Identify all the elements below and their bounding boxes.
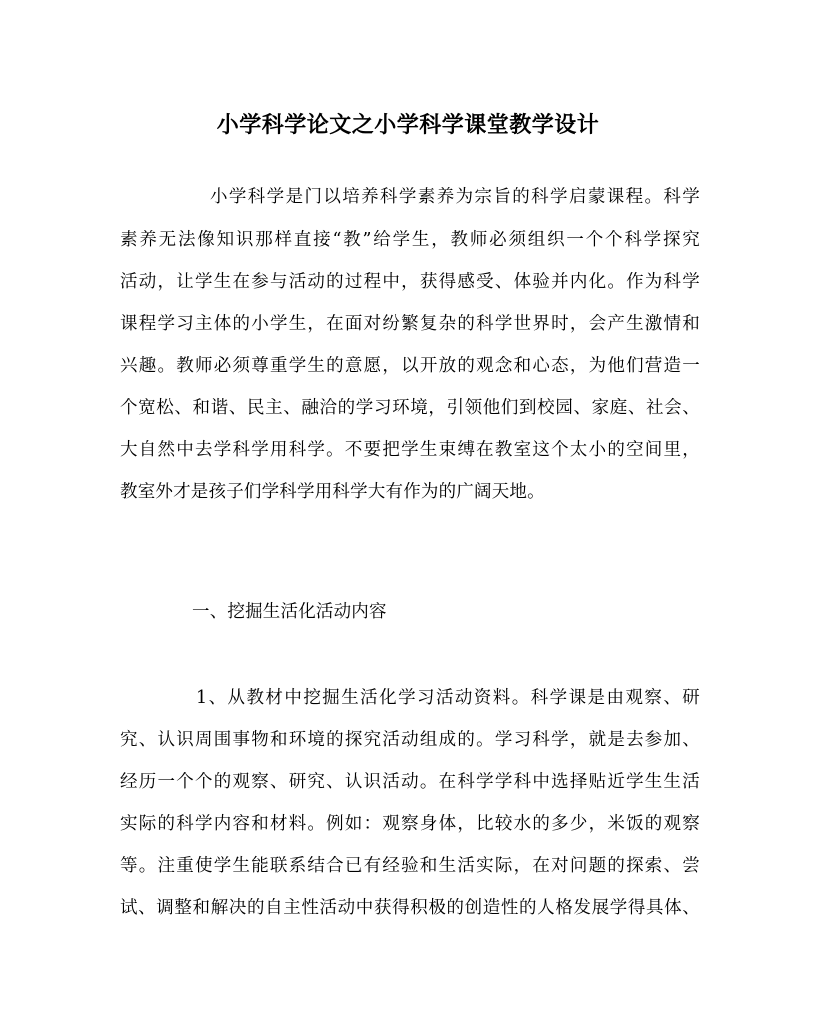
paragraph-line: 等。注重使学生能联系结合已有经验和生活实际，在对问题的探索、尝 — [120, 856, 700, 876]
paragraph-line: 究、认识周围事物和环境的探究活动组成的。学习科学，就是去参加、 — [120, 730, 700, 750]
document-title: 小学科学论文之小学科学课堂教学设计 — [216, 112, 600, 138]
paragraph-line: 兴趣。教师必须尊重学生的意愿，以开放的观念和心态，为他们营造一 — [120, 356, 700, 376]
section-heading: 一、挖掘生活化活动内容 — [192, 602, 387, 622]
paragraph-line: 素养无法像知识那样直接“教”给学生，教师必须组织一个个科学探究 — [120, 230, 700, 250]
paragraph-line: 课程学习主体的小学生，在面对纷繁复杂的科学世界时，会产生激情和 — [120, 314, 700, 334]
paragraph-line: 教室外才是孩子们学科学用科学大有作为的广阔天地。 — [120, 482, 545, 502]
paragraph-line: 经历一个个的观察、研究、认识活动。在科学学科中选择贴近学生生活 — [120, 772, 700, 792]
paragraph-line: 大自然中去学科学用科学。不要把学生束缚在教室这个太小的空间里， — [120, 440, 700, 460]
paragraph-line: 试、调整和解决的自主性活动中获得积极的创造性的人格发展学得具体、 — [120, 898, 700, 918]
paragraph-line: 活动，让学生在参与活动的过程中，获得感受、体验并内化。作为科学 — [120, 272, 700, 292]
paragraph-line: 实际的科学内容和材料。例如：观察身体，比较水的多少，米饭的观察 — [120, 814, 700, 834]
paragraph-line: 1、从教材中挖掘生活化学习活动资料。科学课是由观察、研 — [196, 688, 700, 708]
paragraph-line: 小学科学是门以培养科学素养为宗旨的科学启蒙课程。科学 — [210, 187, 700, 207]
paragraph-line: 个宽松、和谐、民主、融洽的学习环境，引领他们到校园、家庭、社会、 — [120, 398, 700, 418]
